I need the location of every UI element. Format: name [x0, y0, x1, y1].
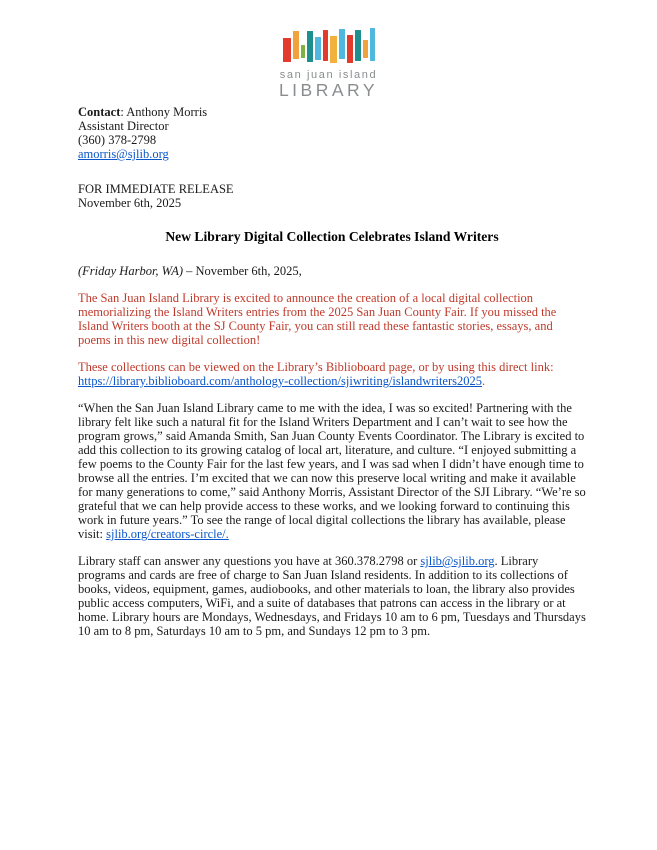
- paragraphs-container: [78, 264, 586, 638]
- library-logo: [0, 28, 657, 99]
- page-title: New Library Digital Collection Celebrates Island Writers: [165, 229, 499, 244]
- logo-bar-10: [363, 40, 368, 58]
- logo-bar-0: [283, 38, 291, 62]
- document-body: [78, 105, 586, 651]
- contact-label: Contact: [78, 105, 121, 119]
- dateline: [78, 264, 586, 278]
- logo-bar-6: [330, 36, 337, 63]
- text-segment: Library staff can answer any questions you have at 360.378.2798 or: [78, 554, 421, 568]
- text-segment: These collections can be viewed on the Library’s Biblioboard page, or by using this direct link:: [78, 360, 554, 374]
- logo-library-text: LIBRARY: [278, 80, 379, 100]
- logo-bar-8: [347, 35, 353, 63]
- logo-bar-11: [370, 28, 375, 61]
- contact-email-link[interactable]: amorris@sjlib.org: [78, 147, 169, 161]
- contact-name: : Anthony Morris: [120, 105, 208, 119]
- logo-bar-3: [307, 31, 313, 62]
- creators-circle-link[interactable]: sjlib.org/creators-circle/.: [106, 527, 229, 541]
- logo-bar-7: [339, 29, 345, 59]
- logo-bar-2: [301, 45, 305, 58]
- biblioboard-paragraph: [78, 360, 586, 388]
- text-segment: “When the San Juan Island Library came to me with the idea, I was so excited! Partnering with the library felt like such a natural fit for the Island Writers Department and I can’t wait to see how the program grows,” said Amanda Smith, San Juan County Events Coordinator. The Library is excited to add this collection to its growing catalog of local art, literature, and culture. “I enjoyed submitting a few poems to the County Fair for the last few years, and I was sad when I didn’t have enough time to browse all the entries. I’m excited that we can now this preserve local writing and make it available for many generations to come,” said Anthony Morris, Assistant Director of the SJI Library. “We’re so grateful that we can help provide access to these works, and we looking forward to continuing this work in future years.” To see the range of local digital collections the library has available, please visit:: [78, 401, 586, 541]
- logo-bar-1: [293, 31, 299, 59]
- contact-title: Assistant Director: [78, 119, 169, 133]
- logo-bar-9: [355, 30, 361, 61]
- contact-phone: (360) 378-2798: [78, 133, 157, 147]
- quotes-paragraph: [78, 401, 586, 541]
- contact-name-line: [78, 105, 586, 119]
- text-segment: – November 6th, 2025,: [183, 264, 302, 278]
- announcement-paragraph: [78, 291, 586, 347]
- release-block: [78, 182, 586, 210]
- logo-bar-5: [323, 30, 328, 61]
- contact-block: [78, 105, 586, 161]
- text-segment: . Library programs and cards are free of charge to San Juan Island residents. In addition to its collections of books, videos, equipment, games, audiobooks, and other materials to loan, the library also provides public access computers, WiFi, and a suite of databases that patrons can access in the library or at home. Library hours are Mondays, Wednesdays, and Fridays 10 am to 6 pm, Tuesdays and Thursdays 10 am to 8 pm, Saturdays 10 am to 5 pm, and Sundays 12 pm to 3 pm.: [78, 554, 586, 638]
- biblioboard-link[interactable]: https://library.biblioboard.com/anthology-collection/sjiwriting/islandwriters2025: [78, 374, 482, 388]
- text-segment: The San Juan Island Library is excited to announce the creation of a local digital collection memorializing the Island Writers entries from the 2025 San Juan County Fair. If you missed the Island Writers booth at the SJ County Fair, you can still read these fantastic stories, essays, and poems in this new digital collection!: [78, 291, 557, 347]
- release-date: November 6th, 2025: [78, 196, 182, 210]
- library-info-paragraph: [78, 554, 586, 638]
- logo-bar-4: [315, 37, 321, 60]
- text-segment: .: [482, 374, 486, 388]
- logo-books-icon: [0, 28, 657, 66]
- release-line: FOR IMMEDIATE RELEASE: [78, 182, 234, 196]
- logo-name-text: san juan island: [279, 69, 378, 81]
- text-segment: (Friday Harbor, WA): [78, 264, 184, 278]
- library-email-link[interactable]: sjlib@sjlib.org: [420, 554, 495, 568]
